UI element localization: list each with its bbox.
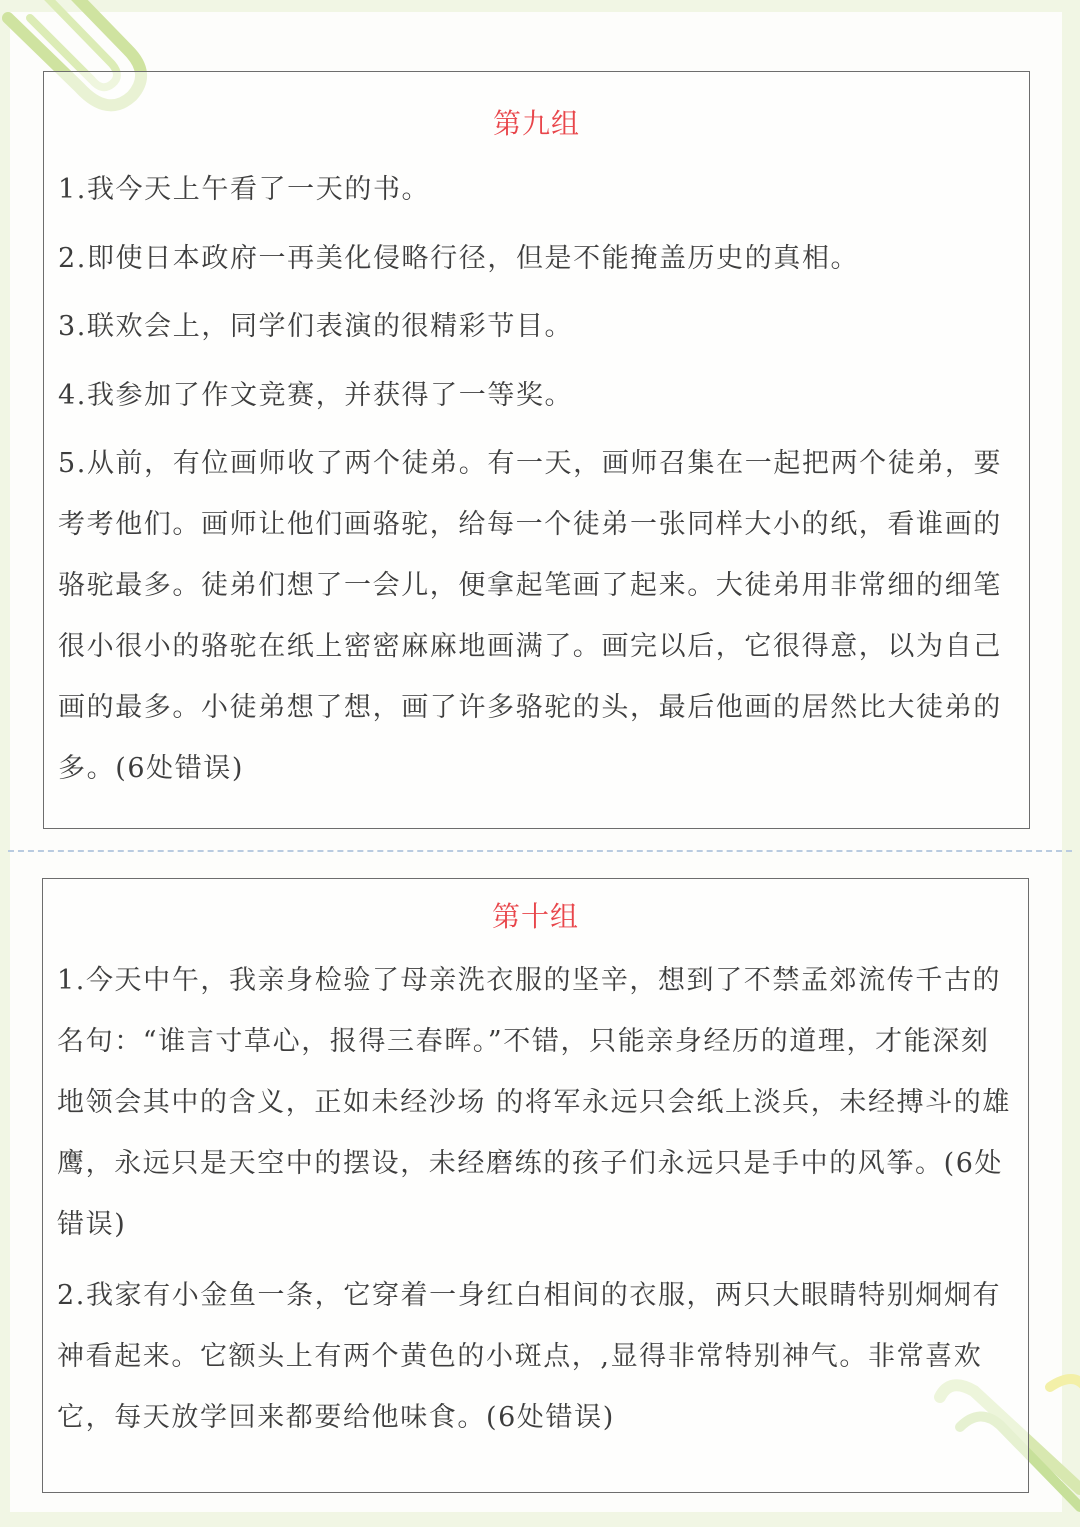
group-nine-title: 第九组: [492, 107, 580, 140]
section-divider: [8, 850, 1072, 852]
group-nine-box: [43, 71, 1030, 829]
group-nine-item-2: 2.即使日本政府一再美化侵略行径，但是不能掩盖历史的真相。: [58, 243, 860, 274]
group-ten-title: 第十组: [491, 900, 579, 933]
group-nine-item-3: 3.联欢会上，同学们表演的很精彩节目。: [58, 311, 574, 342]
group-ten-item-2: 2.我家有小金鱼一条，它穿着一身红白相间的衣服，两只大眼睛特别炯炯有神看起来。它额头上有两个黄色的小斑点，,显得非常特别神气。非常喜欢它，每天放学回来都要给他味食。(6处错误): [57, 1280, 1002, 1433]
group-nine-item-5: 5.从前，有位画师收了两个徒弟。有一天，画师召集在一起把两个徒弟，要考考他们。画师让他们画骆驼，给每一个徒弟一张同样大小的纸，看谁画的骆驼最多。徒弟们想了一会儿，便拿起笔画了起来。大徒弟用非常细的细笔很小很小的骆驼在纸上密密麻麻地画满了。画完以后，它很得意，以为自己画的最多。小徒弟想了想，画了许多骆驼的头，最后他画的居然比大徒弟的多。(6处错误): [58, 448, 1003, 784]
group-ten-box: [42, 878, 1029, 1493]
group-nine-item-1: 1.我今天上午看了一天的书。: [58, 174, 431, 205]
group-ten-item-1: 1.今天中午，我亲身检验了母亲洗衣服的坚辛，想到了不禁孟郊流传千古的名句：“谁言寸草心，报得三春晖。”不错，只能亲身经历的道理，才能深刻地领会其中的含义，正如未经沙场 的将军永远只会纸上淡兵，未经搏斗的雄鹰，永远只是天空中的摆设，未经磨练的孩子们永远只是手中的风筝。(6处错误): [57, 965, 1011, 1240]
group-nine-item-4: 4.我参加了作文竞赛，并获得了一等奖。: [58, 380, 574, 411]
